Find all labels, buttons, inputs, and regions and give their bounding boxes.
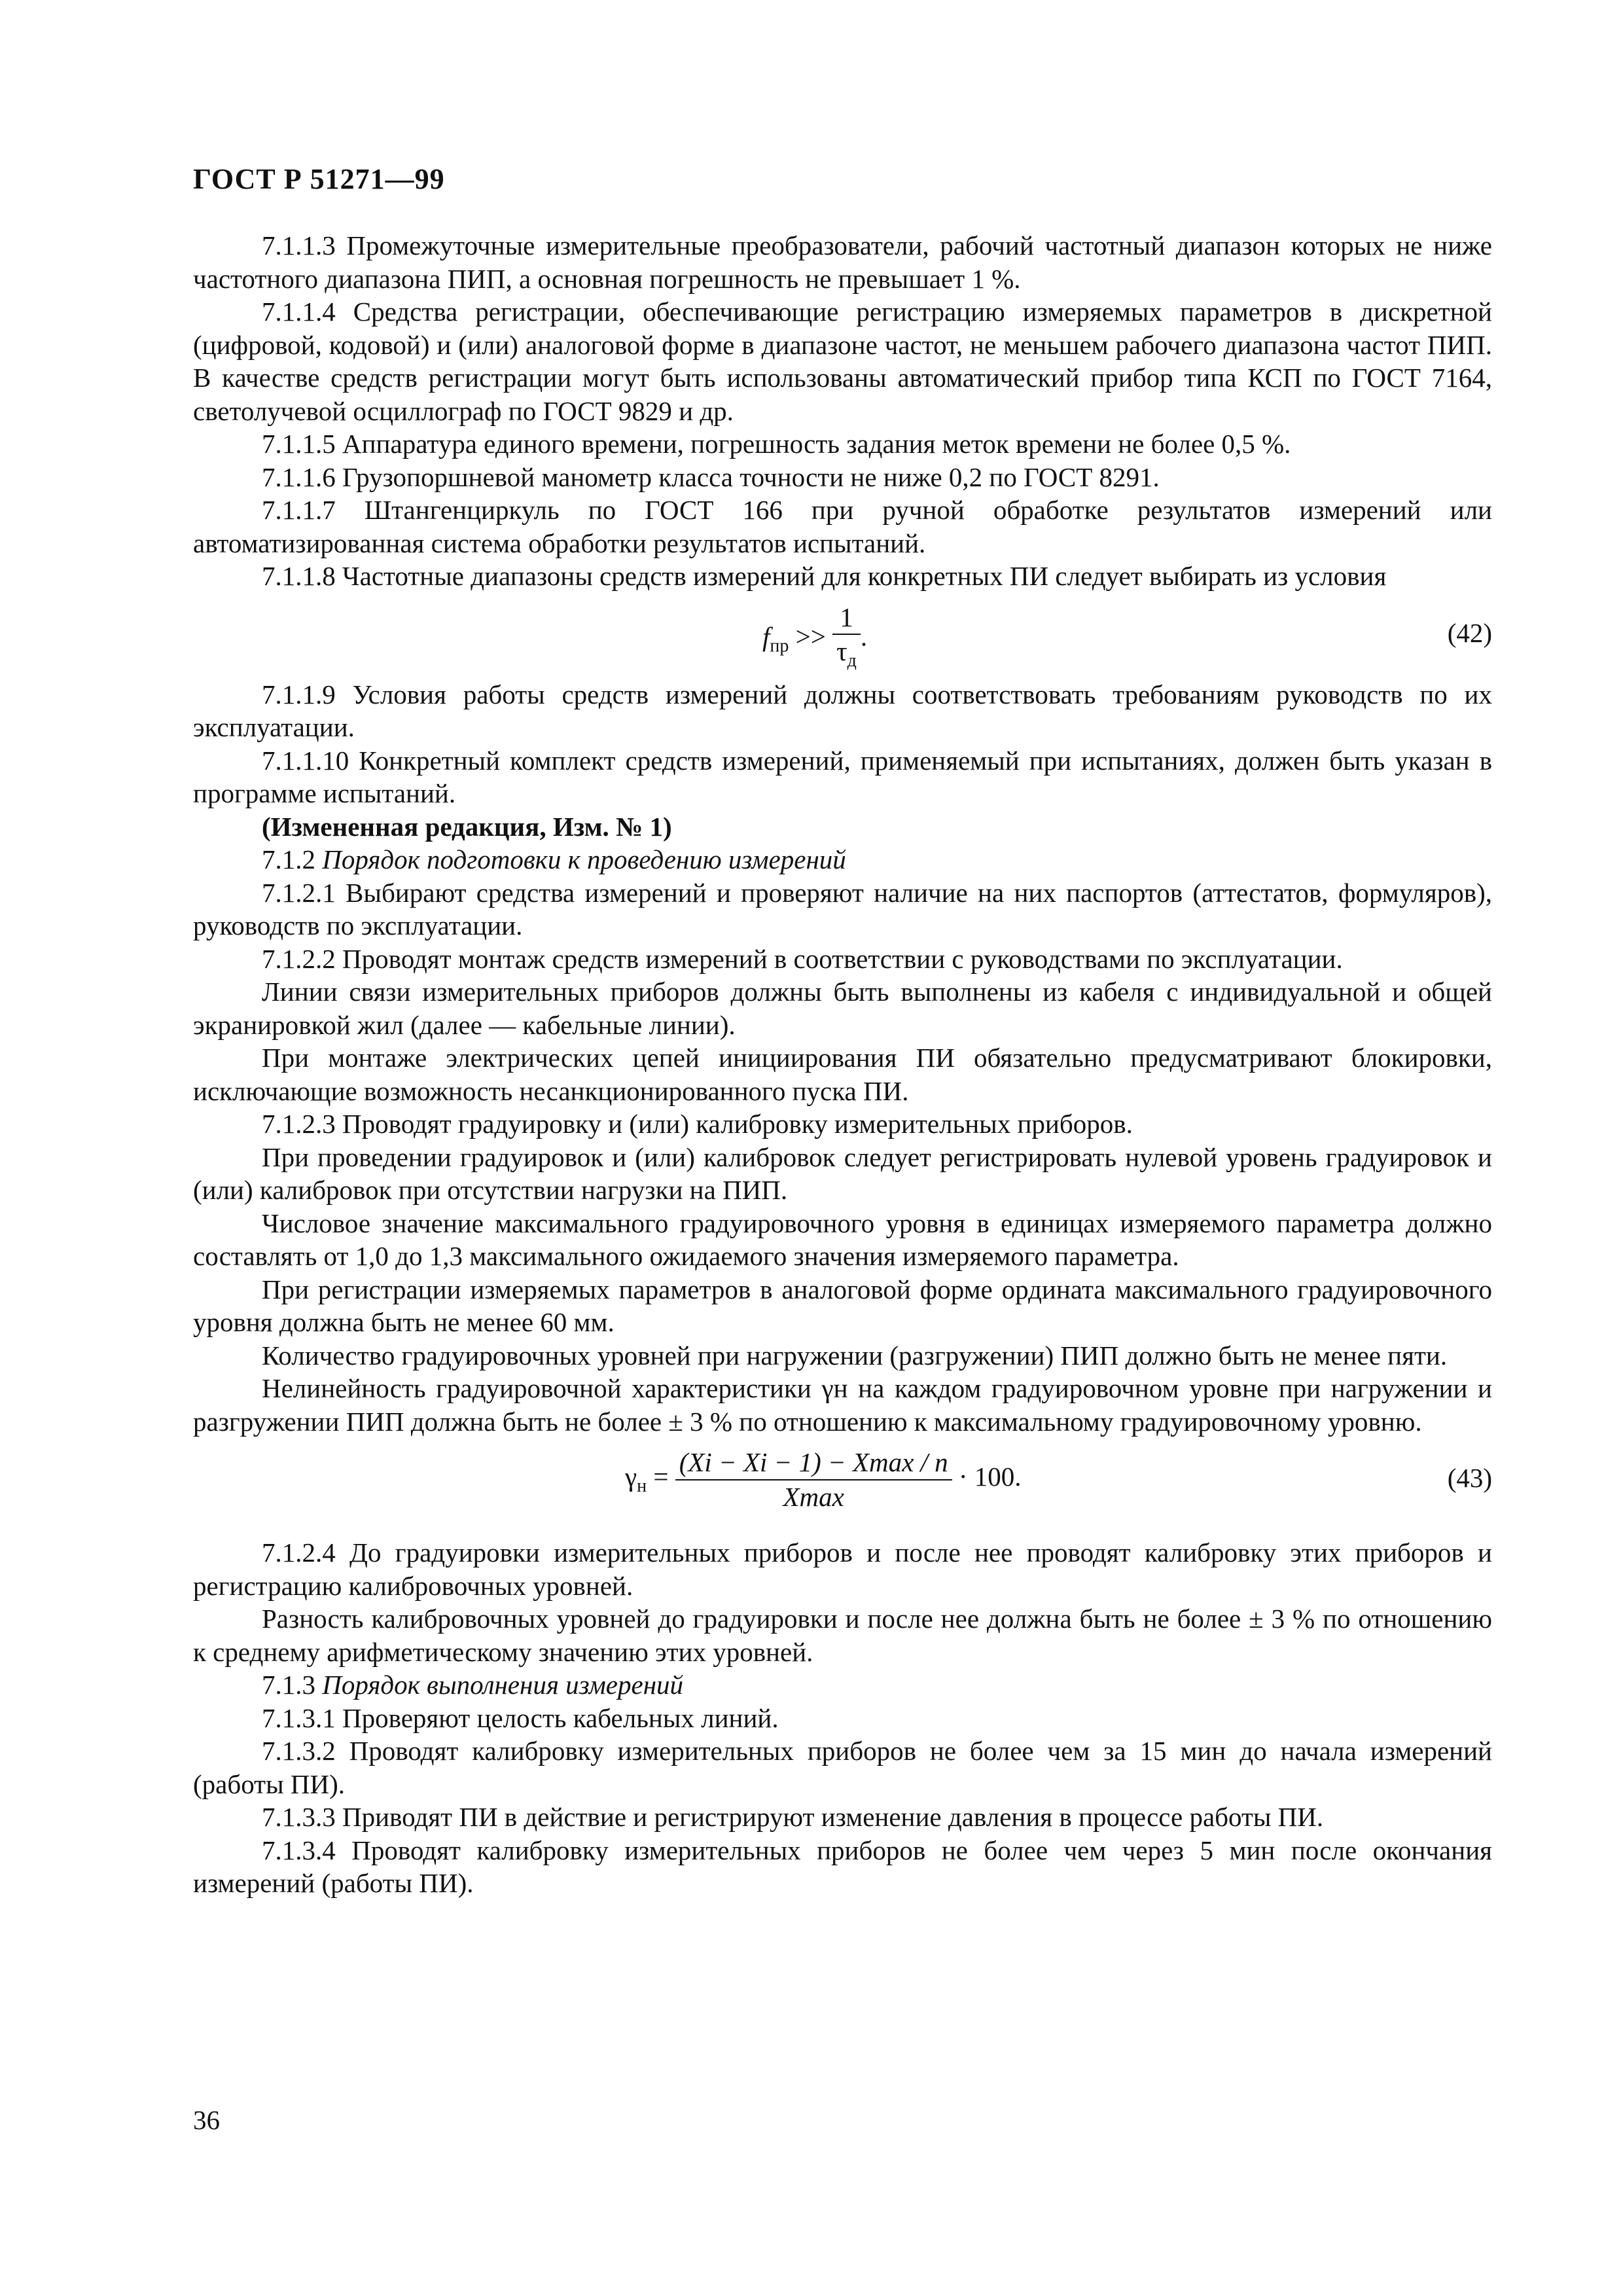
paragraph: 7.1.3.4 Проводят калибровку измерительных приборов не более чем через 5 мин после окончания измерений (работы ПИ). bbox=[193, 1835, 1492, 1898]
formula-43-expression: $\gamma_н$ = $\frac{(Xi - Xi - 1) - Xmax / n}{Xmax}$ · 100. bbox=[625, 1446, 1022, 1513]
paragraph: 7.1.1.6 Грузопоршневой манометр класса точности не ниже 0,2 по ГОСТ 8291. bbox=[262, 461, 1160, 492]
formula-42 bbox=[193, 593, 1492, 678]
formula-42-expression: $f_{пр}$ >> $\frac{1}{\tau_д}$ . bbox=[762, 601, 867, 678]
paragraph: 7.1.1.5 Аппаратура единого времени, погрешность задания меток времени не более 0,5 %. bbox=[262, 429, 1291, 459]
paragraph: Линии связи измерительных приборов должны быть выполнены из кабеля с индивидуальной и общей экранировкой жил (далее — кабельные линии). bbox=[193, 977, 1492, 1040]
paragraph: При проведении градуировок и (или) калибровок следует регистрировать нулевой уровень градуировок и (или) калибровок при отсутствии нагрузки на ПИП. bbox=[193, 1141, 1492, 1205]
paragraph: При регистрации измеряемых параметров в аналоговой форме ордината максимального градуировочного уровня должна быть не менее 60 мм. bbox=[193, 1274, 1492, 1337]
formula-42-number: (42) bbox=[1447, 617, 1492, 648]
paragraph: 7.1.3.1 Проверяют целость кабельных линий. bbox=[262, 1702, 779, 1733]
paragraph: Числовое значение максимального градуировочного уровня в единицах измеряемого параметра должно составлять от 1,0 до 1,3 максимального ожидаемого значения измеряемого параметра. bbox=[193, 1208, 1492, 1271]
paragraph: 7.1.2.3 Проводят градуировку и (или) калибровку измерительных приборов. bbox=[262, 1109, 1133, 1139]
paragraph: 7.1.1.9 Условия работы средств измерений должны соответствовать требованиям руководств по их эксплуатации. bbox=[193, 679, 1492, 742]
paragraph: Количество градуировочных уровней при нагружении (разгружении) ПИП должно быть не менее пяти. bbox=[262, 1340, 1448, 1371]
paragraph: 7.1.2.1 Выбирают средства измерений и проверяют наличие на них паспортов (аттестатов, формуляров), руководств по эксплуатации. bbox=[193, 877, 1492, 941]
formula-42-fraction: $\frac{1}{\tau_д}$ bbox=[832, 601, 861, 678]
paragraph: 7.1.1.10 Конкретный комплект средств измерений, применяемый при испытаниях, должен быть указан в программе испытаний. bbox=[193, 745, 1492, 808]
formula-43-number: (43) bbox=[1447, 1463, 1492, 1493]
document-body bbox=[193, 229, 1492, 1900]
paragraph: 7.1.1.8 Частотные диапазоны средств измерений для конкретных ПИ следует выбирать из условия bbox=[262, 561, 1387, 591]
section-heading: 7.1.2 Порядок подготовки к проведению измерений bbox=[262, 844, 846, 874]
paragraph: 7.1.1.4 Средства регистрации, обеспечивающие регистрацию измеряемых параметров в дискретной (цифровой, кодовой) и (или) аналоговой форме в диапазоне частот, не меньшем рабочего диапазона частот ПИП. В качестве средств регистрации могут быть использованы автоматический прибор типа КСП по ГОСТ 7164, светолучевой осциллограф по ГОСТ 9829 и др. bbox=[193, 296, 1492, 426]
paragraph: При монтаже электрических цепей инициирования ПИ обязательно предусматривают блокировки, исключающие возможность несанкционированного пуска ПИ. bbox=[193, 1043, 1492, 1106]
section-heading: 7.1.3 Порядок выполнения измерений bbox=[262, 1670, 684, 1700]
paragraph: 7.1.2.4 До градуировки измерительных приборов и после нее проводят калибровку этих приборов и регистрацию калибровочных уровней. bbox=[193, 1537, 1492, 1601]
formula-43 bbox=[193, 1438, 1492, 1536]
formula-43-fraction: $\frac{(Xi - Xi - 1) - Xmax / n}{Xmax}$ bbox=[675, 1446, 952, 1513]
paragraph: 7.1.2.2 Проводят монтаж средств измерений в соответствии с руководствами по эксплуатации. bbox=[262, 943, 1343, 974]
page-number: 36 bbox=[193, 2105, 220, 2135]
paragraph: 7.1.1.3 Промежуточные измерительные преобразователи, рабочий частотный диапазон которых не ниже частотного диапазона ПИП, а основная погрешность не превышает 1 %. bbox=[193, 230, 1492, 294]
paragraph: 7.1.3.3 Приводят ПИ в действие и регистрируют изменение давления в процессе работы ПИ. bbox=[262, 1802, 1324, 1832]
document-header: ГОСТ Р 51271—99 bbox=[193, 163, 445, 195]
paragraph: Нелинейность градуировочной характеристики γн на каждом градуировочном уровне при нагружении и разгружении ПИП должна быть не более ± 3 % по отношению к максимальному градуировочному уровню. bbox=[193, 1373, 1492, 1437]
paragraph: Разность калибровочных уровней до градуировки и после нее должна быть не более ± 3 % по отношению к среднему арифметическому значению этих уровней. bbox=[193, 1604, 1492, 1667]
document-page bbox=[193, 0, 1492, 2296]
paragraph: 7.1.3.2 Проводят калибровку измерительных приборов не более чем за 15 мин до начала измерений (работы ПИ). bbox=[193, 1736, 1492, 1799]
amendment-note: (Измененная редакция, Изм. № 1) bbox=[262, 811, 672, 842]
paragraph: 7.1.1.7 Штангенциркуль по ГОСТ 166 при ручной обработке результатов измерений или автоматизированная система обработки результатов испытаний. bbox=[193, 495, 1492, 558]
